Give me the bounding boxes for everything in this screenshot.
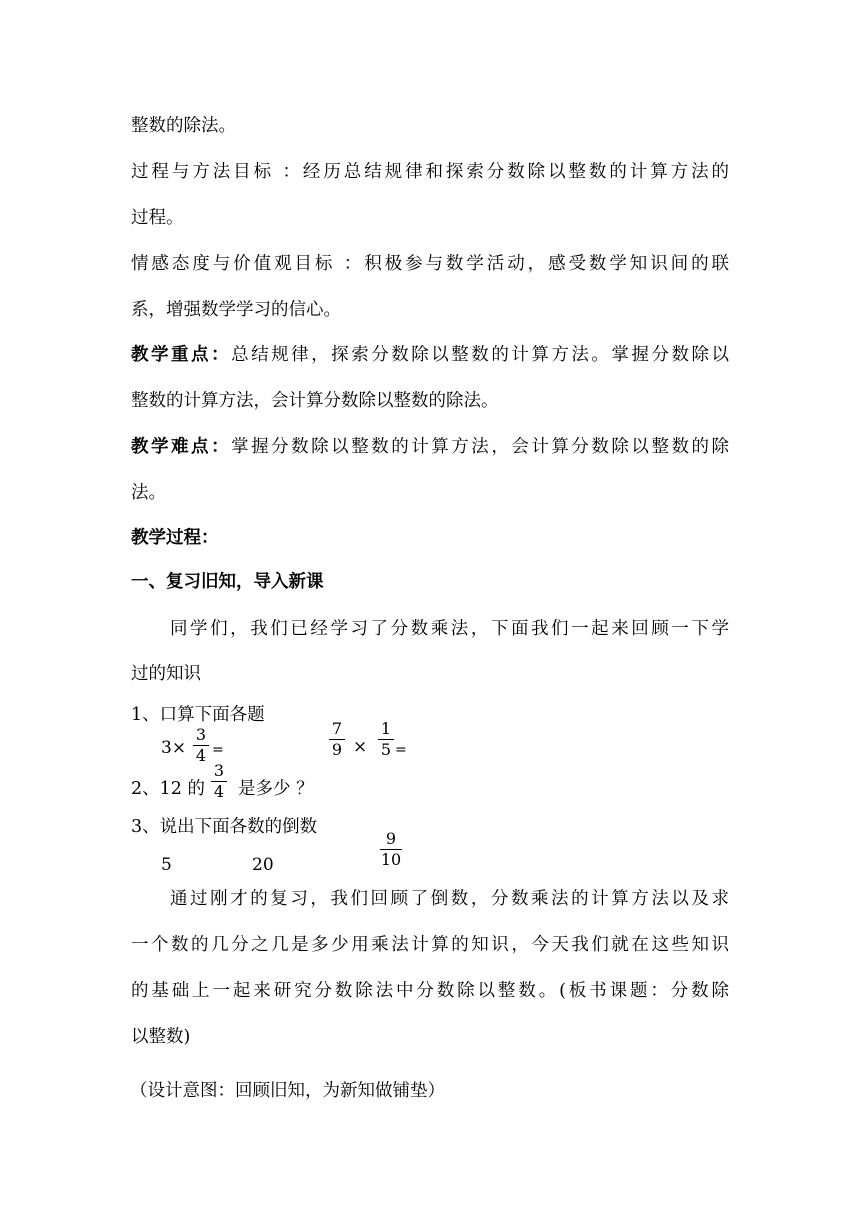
text-line: 系，增强数学学习的信心。: [131, 300, 341, 320]
text-line: 整数的计算方法，会计算分数除以整数的除法。: [131, 391, 499, 411]
question-3: 3、说出下面各数的倒数: [131, 817, 318, 837]
fraction: 3 4: [193, 726, 209, 765]
section-heading: 教学过程：: [131, 528, 219, 548]
question-2-end: 是多少 ？: [238, 779, 314, 799]
text-line: 以整数): [131, 1027, 191, 1047]
difficulty-line: [131, 435, 729, 459]
fraction: 9 10: [380, 829, 402, 869]
fraction: 3 4: [211, 762, 227, 801]
times-sign: ×: [353, 737, 368, 757]
section-heading: 一、复习旧知，导入新课: [131, 572, 324, 592]
key-points-text: 总结规律，探索分数除以整数的计算方法。掌握分数除以: [231, 345, 730, 365]
text-line: 通过刚才的复习，我们回顾了倒数，分数乘法的计算方法以及求: [170, 889, 729, 909]
fraction: 7 9: [329, 720, 345, 759]
text-line: 同学们，我们已经学习了分数乘法，下面我们一起来回顾一下学: [170, 619, 729, 639]
text-line: 法。: [131, 483, 166, 503]
question-1: 1、口算下面各题: [131, 705, 265, 725]
equals-sign: =: [395, 742, 407, 758]
text-line: 过的知识: [131, 664, 201, 684]
question-2-start: 2、12 的: [131, 779, 205, 799]
equals-sign: =: [212, 742, 224, 758]
text-line: 过程与方法目标 ：经历总结规律和探索分数除以整数的计算方法的: [131, 162, 729, 182]
design-note: （设计意图：回顾旧知，为新知做铺垫）: [130, 1081, 445, 1101]
reciprocal-item: 20: [252, 855, 274, 875]
text-line: 一个数的几分之几是多少用乘法计算的知识，今天我们就在这些知识: [131, 935, 729, 955]
reciprocal-item: 5: [161, 855, 172, 875]
text-line: 整数的除法。: [131, 116, 236, 136]
fraction: 1 5: [378, 720, 394, 759]
text-line: 过程。: [131, 208, 184, 228]
difficulty-label: 教学难点：: [131, 437, 232, 457]
key-points-line: [131, 343, 729, 367]
key-points-label: 教学重点：: [131, 345, 232, 365]
difficulty-text: 掌握分数除以整数的计算方法，会计算分数除以整数的除: [231, 437, 730, 457]
text-line: 情感态度与价值观目标 ：积极参与数学活动，感受数学知识间的联: [131, 254, 729, 274]
expr-whole: 3×: [161, 738, 187, 758]
text-line: 的基础上一起来研究分数除法中分数除以整数。(板书课题：分数除: [131, 981, 729, 1001]
